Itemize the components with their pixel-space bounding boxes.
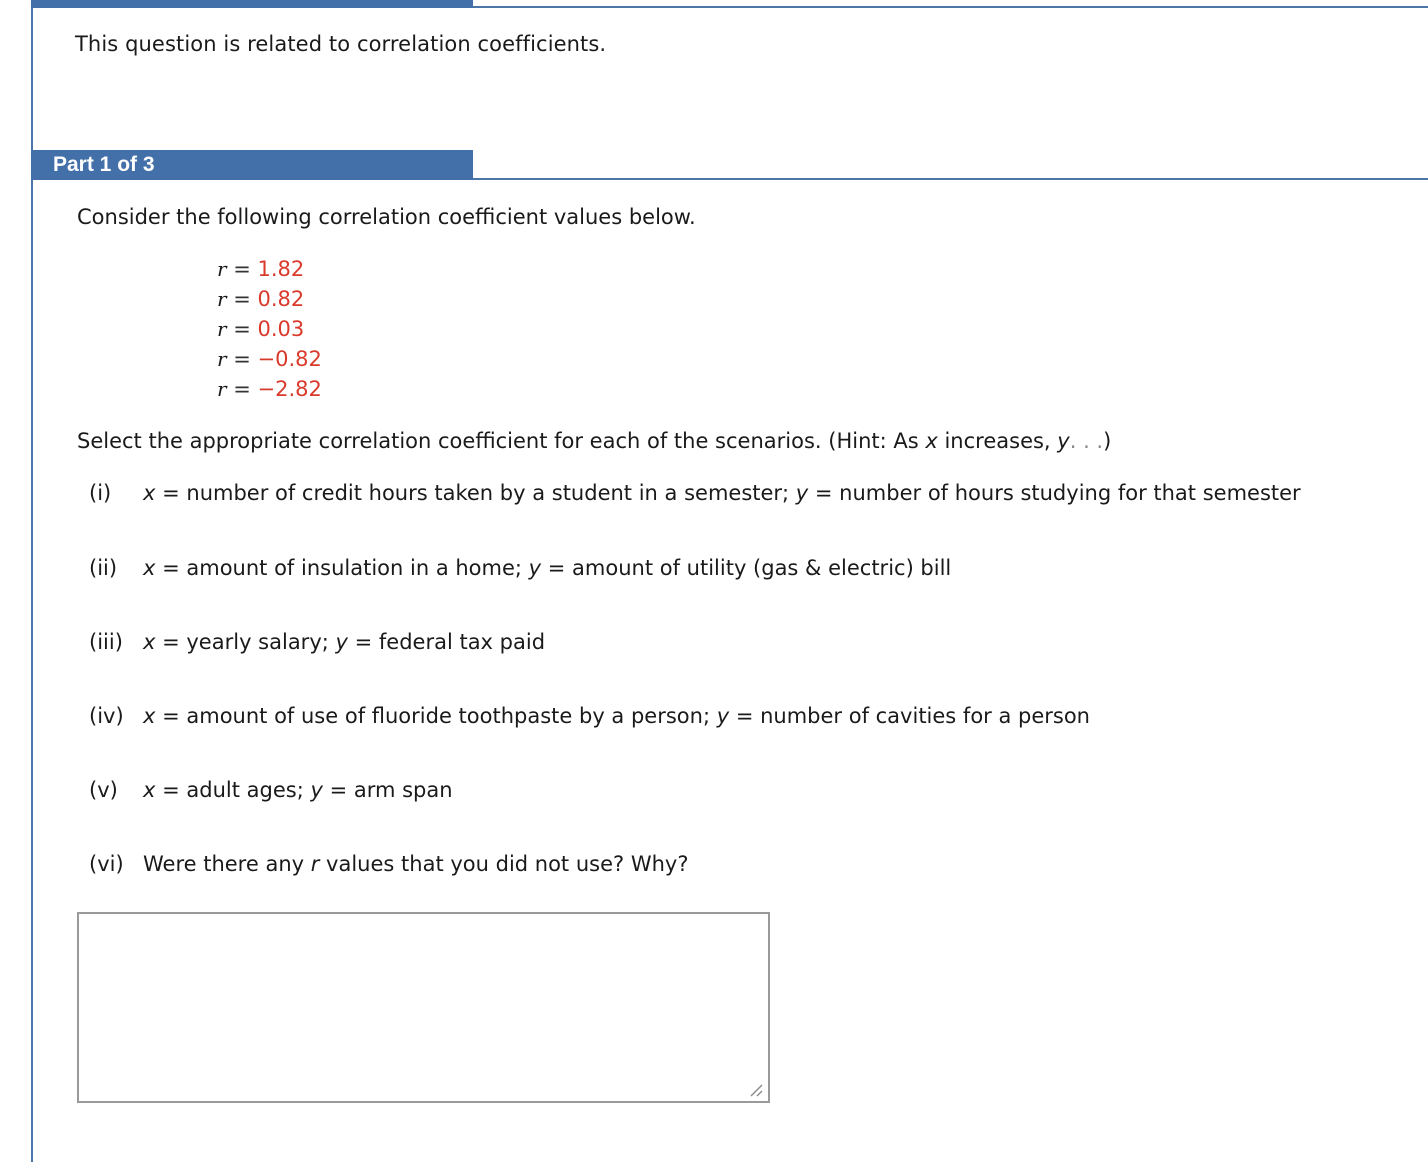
r-value-row [217, 254, 322, 284]
scenario-ii [89, 555, 951, 581]
r-symbol: r [217, 377, 227, 401]
equals: = [226, 347, 258, 371]
consider-text: Consider the following correlation coefficient values below. [77, 205, 696, 229]
r-symbol: r [217, 317, 227, 341]
r-value-row [217, 314, 322, 344]
x-variable: x [143, 481, 156, 505]
x-variable: x [143, 778, 156, 802]
x-description: = adult ages; [155, 778, 311, 802]
r-value-row [217, 284, 322, 314]
instruction-text [77, 428, 1111, 454]
part-header: Part 1 of 3 [31, 150, 473, 180]
equals: = [226, 287, 258, 311]
r-value: −2.82 [257, 377, 322, 401]
scenario-number: (i) [89, 481, 112, 505]
scenario-number: (iv) [89, 704, 124, 728]
r-symbol: r [217, 347, 227, 371]
y-description: = federal tax paid [347, 630, 546, 654]
r-value-row [217, 344, 322, 374]
equals: = [226, 377, 258, 401]
x-description: = number of credit hours taken by a student in a semester; [155, 481, 796, 505]
previous-part-header [31, 0, 473, 8]
part-divider [473, 178, 1428, 180]
question-vi [89, 851, 689, 877]
scenario-iv [89, 703, 1090, 729]
y-variable: y [795, 481, 809, 505]
y-description: = amount of utility (gas & electric) bill [541, 556, 952, 580]
scenario-v [89, 777, 453, 803]
y-description: = arm span [322, 778, 453, 802]
resize-grip-icon[interactable] [748, 1082, 764, 1098]
scenario-iii [89, 629, 545, 655]
r-value: 1.82 [257, 257, 305, 281]
y-variable: y [335, 630, 348, 654]
scenario-number: (v) [89, 778, 118, 802]
scenario-number: (vi) [89, 852, 124, 876]
r-values-list [217, 254, 322, 404]
x-variable: x [925, 429, 938, 453]
r-value-row [217, 374, 322, 404]
equals: = [226, 317, 258, 341]
r-value: −0.82 [257, 347, 322, 371]
answer-textarea[interactable] [77, 912, 770, 1103]
equals: = [226, 257, 258, 281]
scenario-number: (ii) [89, 556, 118, 580]
instruction-part: increases, [937, 429, 1058, 453]
r-value: 0.82 [257, 287, 305, 311]
y-variable: y [716, 704, 730, 728]
r-symbol: r [217, 257, 227, 281]
r-variable: r [310, 852, 320, 876]
question-text: values that you did not use? Why? [319, 852, 689, 876]
x-description: = yearly salary; [155, 630, 336, 654]
y-description: = number of cavities for a person [729, 704, 1090, 728]
instruction-part: ) [1103, 429, 1112, 453]
x-description: = amount of use of fluoride toothpaste by a person; [155, 704, 717, 728]
x-variable: x [143, 556, 156, 580]
r-value: 0.03 [257, 317, 305, 341]
instruction-part: Select the appropriate correlation coefficient for each of the scenarios. (Hint: As [77, 429, 926, 453]
ellipsis: . . . [1069, 429, 1104, 453]
y-variable: y [528, 556, 542, 580]
y-description: = number of hours studying for that semester [808, 481, 1301, 505]
r-symbol: r [217, 287, 227, 311]
x-variable: x [143, 704, 156, 728]
scenario-number: (iii) [89, 630, 123, 654]
scenario-i [89, 480, 1301, 506]
y-variable: y [310, 778, 323, 802]
previous-part-divider [473, 6, 1428, 8]
x-description: = amount of insulation in a home; [155, 556, 529, 580]
question-text: Were there any [143, 852, 311, 876]
x-variable: x [143, 630, 156, 654]
y-variable: y [1057, 429, 1070, 453]
question-intro: This question is related to correlation coefficients. [75, 32, 607, 56]
